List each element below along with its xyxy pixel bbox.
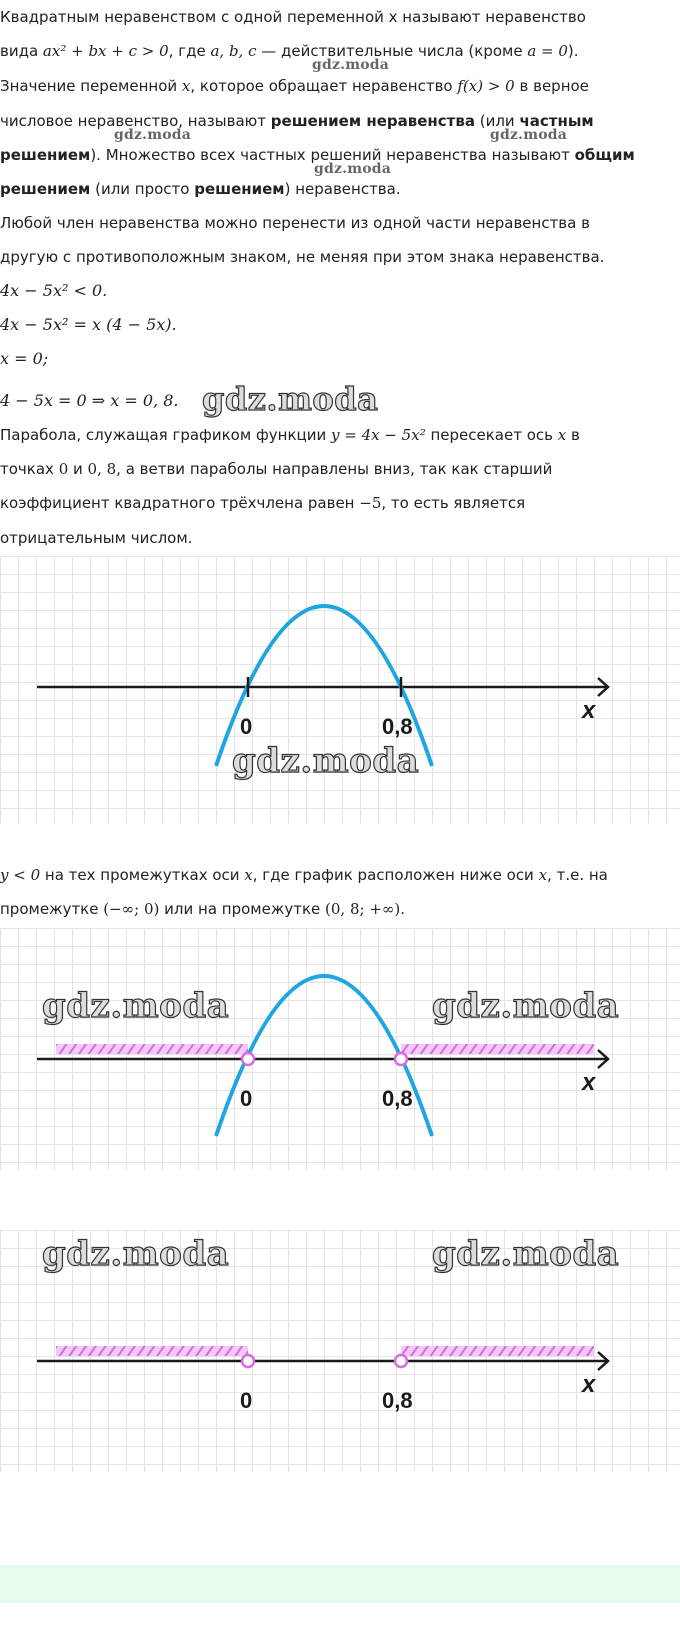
footer-band [0,1565,680,1603]
watermark-large: gdz.moda [432,1234,620,1274]
text-line: решением (или просто решением) неравенства. [0,180,401,198]
text-line: вида ax² + bx + c > 0, где a, b, c — действительные числа (кроме a = 0). [0,42,579,60]
watermark-large: gdz.moda [232,741,420,781]
equation: 4x − 5x² < 0. [0,281,108,300]
watermark-large: gdz.moda [202,380,379,418]
label-zero: 0 [240,1086,253,1111]
text-line: коэффициент квадратного трёхчлена равен −5, то есть является [0,494,526,512]
text-line: промежутке (−∞; 0) или на промежутке (0, 8; +∞). [0,900,406,918]
hatch-left [56,1346,248,1356]
open-point-zero [242,1355,254,1367]
open-point-08 [395,1053,407,1065]
open-point-08 [395,1355,407,1367]
label-08: 0,8 [382,714,413,739]
text-line: отрицательным числом. [0,529,193,547]
text-line: Парабола, служащая графиком функции y = 4x − 5x² пересекает ось x в [0,426,580,444]
text-line: Квадратным неравенством с одной переменной x называют неравенство [0,8,586,26]
text-line: y < 0 на тех промежутках оси x, где график расположен ниже оси x, т.е. на [0,866,608,884]
axis-label-x: x [582,697,596,724]
equation: 4x − 5x² = x (4 − 5x). [0,315,177,334]
label-08: 0,8 [382,1388,413,1413]
hatch-left [56,1044,248,1054]
number-line-figure [0,1230,680,1472]
text-line: Любой член неравенства можно перенести из одной части неравенства в [0,214,590,232]
watermark-large: gdz.moda [42,986,230,1026]
watermark-small: gdz.moda [114,127,192,143]
axis-label-x: x [582,1371,596,1398]
watermark-small: gdz.moda [312,57,390,73]
watermark-large: gdz.moda [432,986,620,1026]
text-line: числовое неравенство, называют решением неравенства (или частным [0,112,594,130]
solution-figure [0,928,680,1170]
watermark-large: gdz.moda [42,1234,230,1274]
open-point-zero [242,1053,254,1065]
text-line: точках 0 и 0, 8, а ветви параболы направлены вниз, так как старший [0,460,553,478]
label-zero: 0 [240,1388,253,1413]
text-line: другую с противоположным знаком, не меняя при этом знака неравенства. [0,248,605,266]
text-line: Значение переменной x, которое обращает неравенство f(x) > 0 в верное [0,77,589,95]
label-08: 0,8 [382,1086,413,1111]
label-zero: 0 [240,714,253,739]
watermark-small: gdz.moda [490,127,568,143]
hatch-right [401,1346,594,1356]
axis-label-x: x [582,1069,596,1096]
equation: x = 0; [0,349,49,368]
parabola-figure [0,556,680,824]
text-line: решением). Множество всех частных решений неравенства называют общим [0,146,635,164]
equation: 4 − 5x = 0 ⇒ x = 0, 8. [0,391,179,410]
watermark-small: gdz.moda [314,161,392,177]
hatch-right [401,1044,594,1054]
